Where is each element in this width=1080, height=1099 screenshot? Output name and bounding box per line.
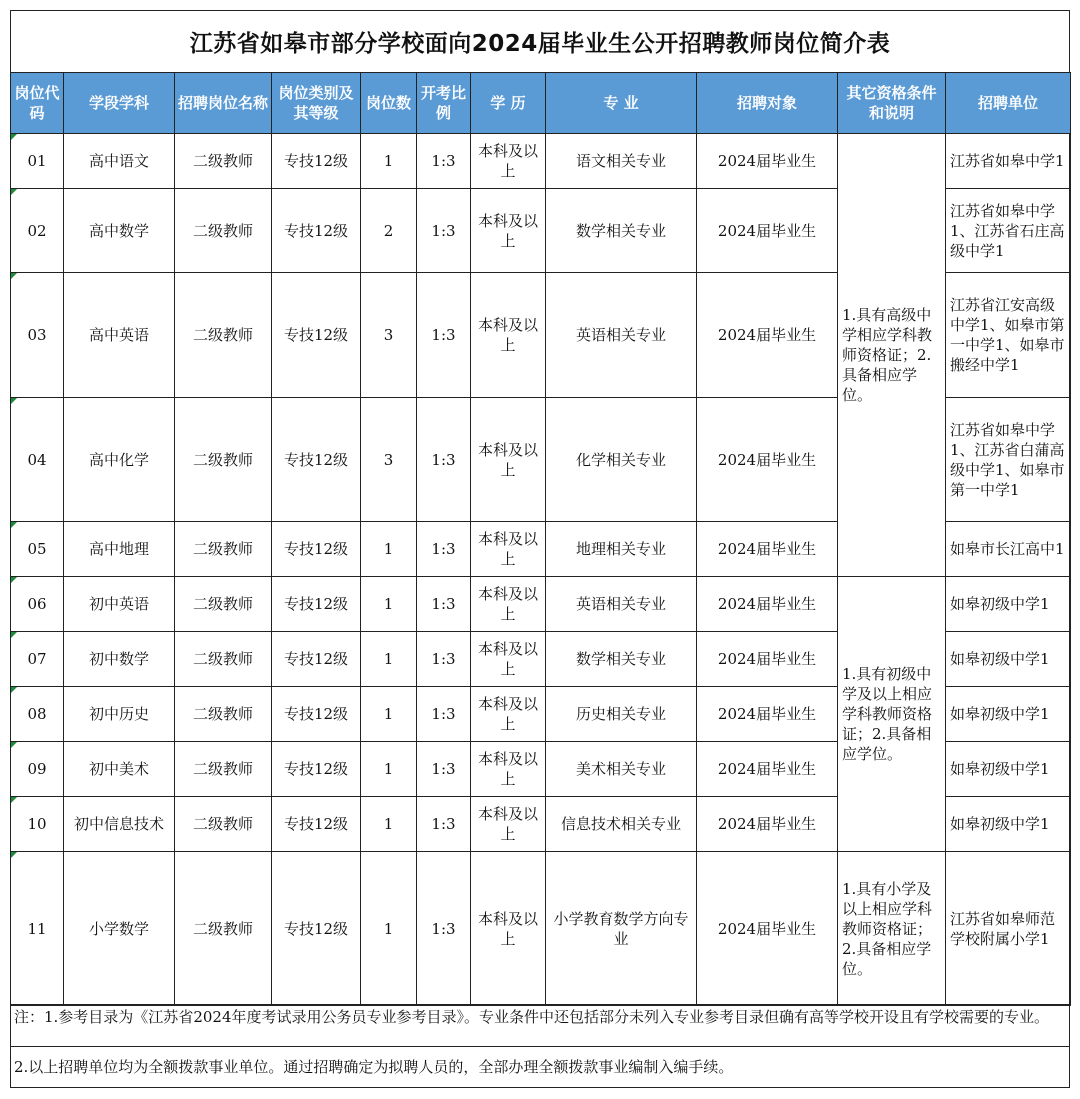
row-education: 本科及以上 (471, 134, 546, 189)
row-count: 1 (361, 134, 417, 189)
row-post: 二级教师 (175, 398, 272, 522)
row-subject: 高中数学 (64, 189, 175, 273)
row-post: 二级教师 (175, 577, 272, 632)
row-education: 本科及以上 (471, 189, 546, 273)
row-code: 02 (11, 189, 64, 273)
row-education: 本科及以上 (471, 742, 546, 797)
row-unit: 江苏省如皋中学1、江苏省石庄高级中学1 (946, 189, 1071, 273)
row-post: 二级教师 (175, 273, 272, 398)
row-count: 2 (361, 189, 417, 273)
row-post: 二级教师 (175, 632, 272, 687)
row-target: 2024届毕业生 (697, 273, 838, 398)
row-target: 2024届毕业生 (697, 797, 838, 852)
row-subject: 初中英语 (64, 577, 175, 632)
row-post: 二级教师 (175, 742, 272, 797)
row-grade: 专技12级 (272, 522, 361, 577)
row-count: 1 (361, 852, 417, 1006)
header-post: 招聘岗位名称 (175, 73, 272, 134)
row-target: 2024届毕业生 (697, 742, 838, 797)
table-row (11, 577, 1071, 632)
row-grade: 专技12级 (272, 797, 361, 852)
row-code: 01 (11, 134, 64, 189)
row-code: 04 (11, 398, 64, 522)
row-post: 二级教师 (175, 852, 272, 1006)
row-education: 本科及以上 (471, 273, 546, 398)
row-subject: 初中美术 (64, 742, 175, 797)
row-ratio: 1:3 (417, 577, 471, 632)
header-education: 学 历 (471, 73, 546, 134)
row-education: 本科及以上 (471, 577, 546, 632)
row-target: 2024届毕业生 (697, 134, 838, 189)
row-code: 05 (11, 522, 64, 577)
row-code: 03 (11, 273, 64, 398)
row-major: 地理相关专业 (546, 522, 697, 577)
row-unit: 如皋初级中学1 (946, 577, 1071, 632)
row-subject: 高中语文 (64, 134, 175, 189)
recruitment-table (10, 72, 1071, 1006)
row-target: 2024届毕业生 (697, 632, 838, 687)
row-target: 2024届毕业生 (697, 852, 838, 1006)
row-ratio: 1:3 (417, 189, 471, 273)
row-code: 07 (11, 632, 64, 687)
footnote-1: 注：1.参考目录为《江苏省2024年度考试录用公务员专业参考目录》。专业条件中还包括部分未列入专业参考目录但确有高等学校开设且有学校需要的专业。 (10, 1004, 1070, 1046)
row-ratio: 1:3 (417, 522, 471, 577)
row-code: 09 (11, 742, 64, 797)
row-count: 3 (361, 273, 417, 398)
row-count: 1 (361, 522, 417, 577)
row-major: 数学相关专业 (546, 189, 697, 273)
row-unit: 如皋市长江高中1 (946, 522, 1071, 577)
row-grade: 专技12级 (272, 189, 361, 273)
row-ratio: 1:3 (417, 852, 471, 1006)
page-title: 江苏省如皋市部分学校面向2024届毕业生公开招聘教师岗位简介表 (189, 30, 891, 57)
row-post: 二级教师 (175, 522, 272, 577)
header-grade: 岗位类别及其等级 (272, 73, 361, 134)
row-ratio: 1:3 (417, 632, 471, 687)
row-subject: 高中地理 (64, 522, 175, 577)
row-post: 二级教师 (175, 134, 272, 189)
row-subject: 初中数学 (64, 632, 175, 687)
row-grade: 专技12级 (272, 852, 361, 1006)
row-grade: 专技12级 (272, 398, 361, 522)
row-unit: 如皋初级中学1 (946, 797, 1071, 852)
row-major: 英语相关专业 (546, 273, 697, 398)
row-code: 10 (11, 797, 64, 852)
header-major: 专 业 (546, 73, 697, 134)
row-count: 1 (361, 577, 417, 632)
row-unit: 江苏省如皋师范学校附属小学1 (946, 852, 1071, 1006)
row-count: 1 (361, 742, 417, 797)
row-post: 二级教师 (175, 189, 272, 273)
row-code: 11 (11, 852, 64, 1006)
row-education: 本科及以上 (471, 522, 546, 577)
row-subject: 小学数学 (64, 852, 175, 1006)
row-major: 语文相关专业 (546, 134, 697, 189)
header-target: 招聘对象 (697, 73, 838, 134)
row-subject: 初中信息技术 (64, 797, 175, 852)
row-major: 历史相关专业 (546, 687, 697, 742)
row-education: 本科及以上 (471, 797, 546, 852)
table-row (11, 134, 1071, 189)
row-target: 2024届毕业生 (697, 577, 838, 632)
row-count: 1 (361, 687, 417, 742)
row-major: 数学相关专业 (546, 632, 697, 687)
row-education: 本科及以上 (471, 852, 546, 1006)
header-subject: 学段学科 (64, 73, 175, 134)
header-conditions: 其它资格条件和说明 (838, 73, 946, 134)
table-row (11, 852, 1071, 1006)
row-target: 2024届毕业生 (697, 687, 838, 742)
footnote-2: 2.以上招聘单位均为全额拨款事业单位。通过招聘确定为拟聘人员的，全部办理全额拨款事业编制入编手续。 (10, 1046, 1070, 1088)
row-post: 二级教师 (175, 797, 272, 852)
row-education: 本科及以上 (471, 398, 546, 522)
header-ratio: 开考比例 (417, 73, 471, 134)
row-target: 2024届毕业生 (697, 189, 838, 273)
row-ratio: 1:3 (417, 797, 471, 852)
row-major: 美术相关专业 (546, 742, 697, 797)
row-unit: 如皋初级中学1 (946, 632, 1071, 687)
row-count: 1 (361, 797, 417, 852)
row-target: 2024届毕业生 (697, 522, 838, 577)
row-subject: 高中英语 (64, 273, 175, 398)
row-unit: 如皋初级中学1 (946, 687, 1071, 742)
header-code: 岗位代码 (11, 73, 64, 134)
row-code: 08 (11, 687, 64, 742)
row-grade: 专技12级 (272, 273, 361, 398)
row-major: 化学相关专业 (546, 398, 697, 522)
header-count: 岗位数 (361, 73, 417, 134)
row-subject: 初中历史 (64, 687, 175, 742)
row-ratio: 1:3 (417, 687, 471, 742)
row-education: 本科及以上 (471, 687, 546, 742)
header-unit: 招聘单位 (946, 73, 1071, 134)
row-major: 英语相关专业 (546, 577, 697, 632)
row-education: 本科及以上 (471, 632, 546, 687)
row-grade: 专技12级 (272, 742, 361, 797)
row-count: 1 (361, 632, 417, 687)
row-post: 二级教师 (175, 687, 272, 742)
row-code: 06 (11, 577, 64, 632)
row-ratio: 1:3 (417, 742, 471, 797)
conditions-primary: 1.具有小学及以上相应学科教师资格证；2.具备相应学位。 (838, 852, 946, 1006)
row-grade: 专技12级 (272, 134, 361, 189)
row-grade: 专技12级 (272, 687, 361, 742)
conditions-junior: 1.具有初级中学及以上相应学科教师资格证；2.具备相应学位。 (838, 577, 946, 852)
row-subject: 高中化学 (64, 398, 175, 522)
row-major: 信息技术相关专业 (546, 797, 697, 852)
row-unit: 如皋初级中学1 (946, 742, 1071, 797)
row-unit: 江苏省江安高级中学1、如皋市第一中学1、如皋市搬经中学1 (946, 273, 1071, 398)
row-unit: 江苏省如皋中学1、江苏省白蒲高级中学1、如皋市第一中学1 (946, 398, 1071, 522)
row-count: 3 (361, 398, 417, 522)
row-major: 小学教育数学方向专业 (546, 852, 697, 1006)
header-row (11, 73, 1071, 134)
row-ratio: 1:3 (417, 134, 471, 189)
conditions-senior: 1.具有高级中学相应学科教师资格证；2.具备相应学位。 (838, 134, 946, 577)
row-target: 2024届毕业生 (697, 398, 838, 522)
row-ratio: 1:3 (417, 273, 471, 398)
row-grade: 专技12级 (272, 577, 361, 632)
row-ratio: 1:3 (417, 398, 471, 522)
row-unit: 江苏省如皋中学1 (946, 134, 1071, 189)
row-grade: 专技12级 (272, 632, 361, 687)
